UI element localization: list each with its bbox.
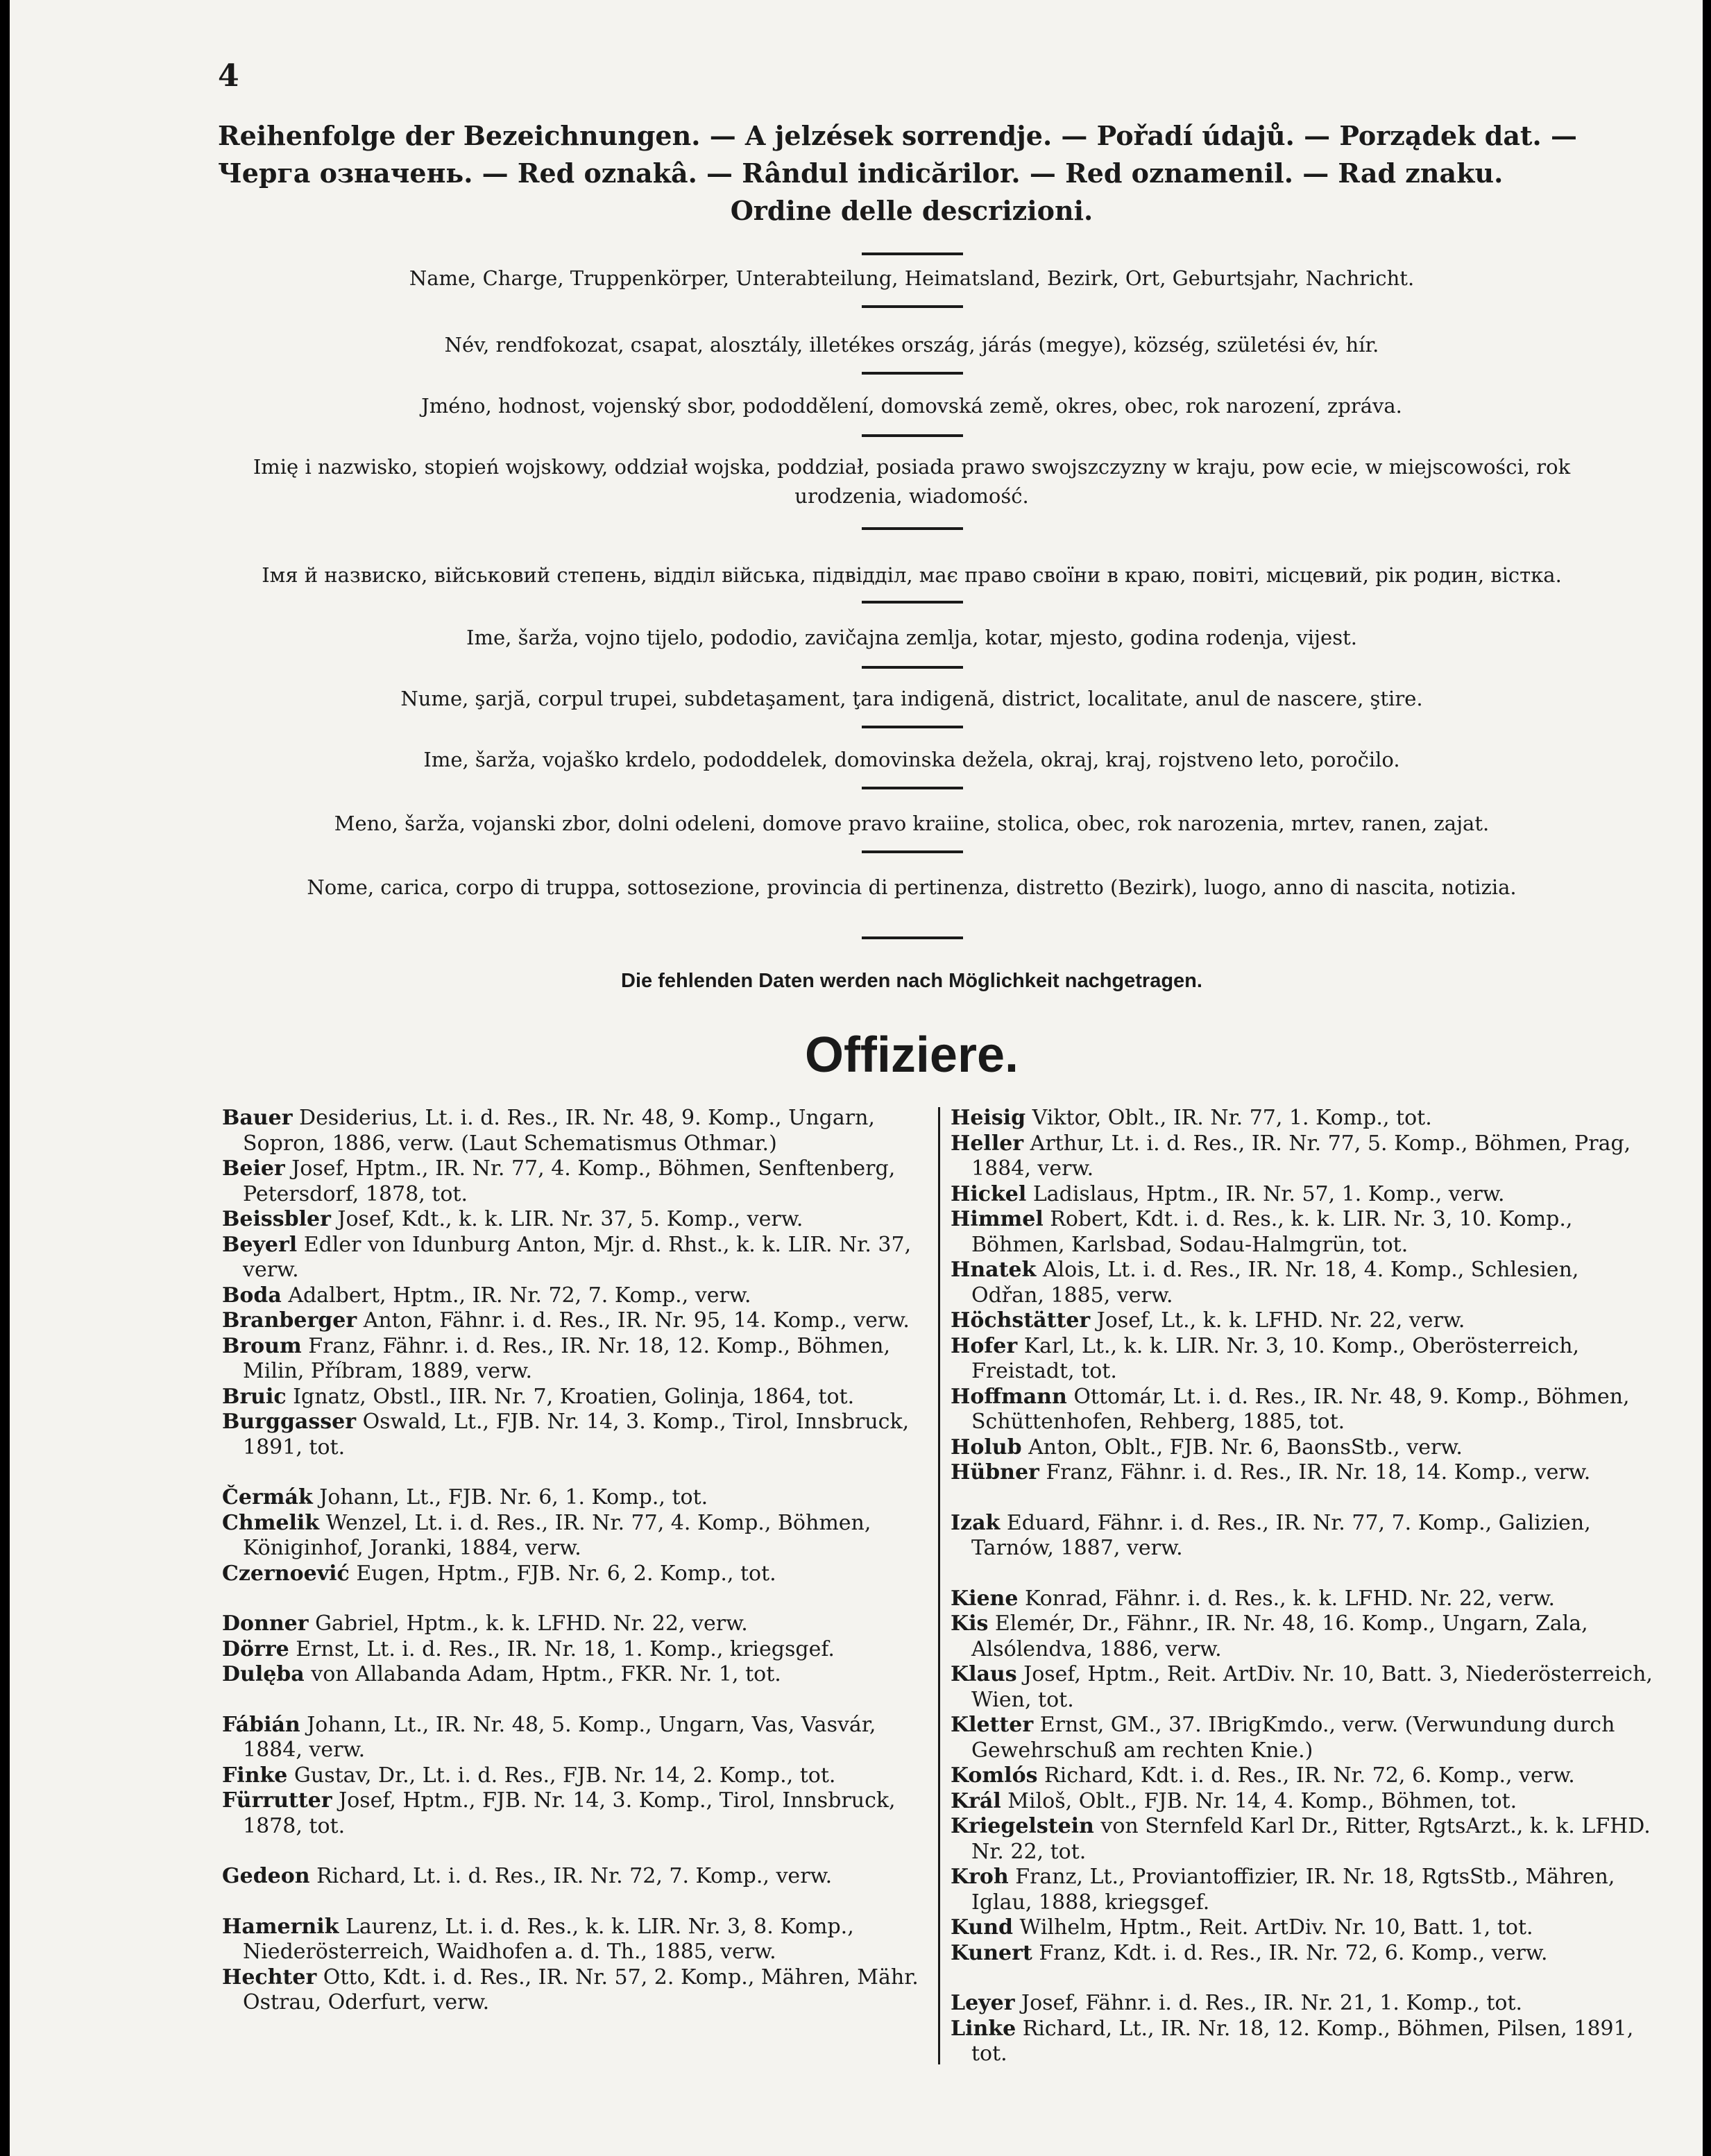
officer-details: Viktor, Oblt., IR. Nr. 77, 1. Komp., tot. — [1025, 1106, 1432, 1130]
entry-gap — [222, 1839, 924, 1864]
officer-surname: Kletter — [951, 1713, 1034, 1737]
officer-surname: Beyerl — [222, 1232, 298, 1257]
officer-surname: Boda — [222, 1283, 282, 1308]
missing-data-note: Die fehlenden Daten werden nach Möglichkeit nachgetragen. — [621, 970, 1202, 992]
officer-details: Ignatz, Obstl., IIR. Nr. 7, Kroatien, Golinja, 1864, tot. — [286, 1384, 855, 1409]
officer-surname: Hofer — [951, 1333, 1018, 1358]
officer-details: Miloš, Oblt., FJB. Nr. 14, 4. Komp., Böhmen, tot. — [1001, 1788, 1517, 1813]
officer-surname: Král — [951, 1788, 1001, 1813]
lang-hungarian: Név, rendfokozat, csapat, alosztály, illetékes ország, járás (megye), község, születési év, hír. — [444, 333, 1379, 357]
officer-surname: Himmel — [951, 1207, 1044, 1231]
separator — [862, 726, 963, 728]
officer-surname: Gedeon — [222, 1864, 310, 1888]
officer-surname: Kiene — [951, 1586, 1019, 1611]
officer-entry — [951, 1460, 1653, 1486]
officer-surname: Hoffmann — [951, 1384, 1067, 1409]
officer-entry — [222, 1611, 924, 1637]
officer-entry — [222, 1864, 924, 1890]
officer-surname: Branberger — [222, 1308, 357, 1333]
officer-entry — [222, 1334, 924, 1385]
officer-entry — [222, 1511, 924, 1562]
entries-left-column — [222, 1106, 924, 2016]
officer-surname: Heller — [951, 1131, 1024, 1156]
officer-details: Josef, Hptm., FJB. Nr. 14, 3. Komp., Tirol, Innsbruck, 1878, tot. — [243, 1788, 896, 1838]
officer-surname: Finke — [222, 1763, 288, 1788]
officer-details: Oswald, Lt., FJB. Nr. 14, 3. Komp., Tirol, Innsbruck, 1891, tot. — [243, 1410, 910, 1460]
officer-details: von Sternfeld Karl Dr., Ritter, RgtsArzt., k. k. LFHD. Nr. 22, tot. — [971, 1814, 1651, 1864]
officer-entry — [951, 1258, 1653, 1308]
officer-entry — [222, 1106, 924, 1156]
separator — [862, 936, 963, 939]
separator — [862, 434, 963, 437]
officer-details: Eduard, Fähnr. i. d. Res., IR. Nr. 77, 7. Komp., Galizien, Tarnów, 1887, verw. — [971, 1510, 1591, 1560]
entry-gap — [222, 1460, 924, 1485]
separator — [862, 372, 963, 375]
officer-entry — [951, 1308, 1653, 1334]
officer-entry — [222, 1713, 924, 1763]
officer-entry — [951, 1131, 1653, 1182]
officer-entry — [951, 1435, 1653, 1461]
officer-entry — [951, 1941, 1653, 1967]
officer-entry — [951, 1106, 1653, 1131]
officer-entry — [222, 1965, 924, 2016]
officer-details: Franz, Fähnr. i. d. Res., IR. Nr. 18, 14. Komp., verw. — [1039, 1460, 1591, 1485]
officer-entry — [222, 1156, 924, 1207]
officer-surname: Fürrutter — [222, 1788, 332, 1813]
lang-czech: Jméno, hodnost, vojenský sbor, pododdělení, domovská země, okres, obec, rok narození, zpráva. — [421, 394, 1402, 418]
officer-surname: Burggasser — [222, 1410, 357, 1434]
lang-german: Name, Charge, Truppenkörper, Unterabteilung, Heimatsland, Bezirk, Ort, Geburtsjahr, Nachricht. — [409, 266, 1415, 290]
heading-line-2: Черга означень. — Red oznakâ. — Rândul indicărilor. — Red oznamenil. — Rad znaku. — [218, 157, 1504, 189]
officer-details: Otto, Kdt. i. d. Res., IR. Nr. 57, 2. Komp., Mähren, Mähr. Ostrau, Oderfurt, verw. — [243, 1965, 919, 2014]
officer-entry — [951, 1713, 1653, 1763]
entry-gap — [951, 1562, 1653, 1586]
heading-line-3: Ordine delle descrizioni. — [730, 195, 1093, 226]
separator — [862, 253, 963, 255]
officer-surname: Kriegelstein — [951, 1814, 1094, 1838]
officer-details: Gustav, Dr., Lt. i. d. Res., FJB. Nr. 14, 2. Komp., tot. — [287, 1763, 836, 1788]
document-page — [10, 0, 1703, 2156]
officer-entry — [222, 1308, 924, 1334]
officer-details: Eugen, Hptm., FJB. Nr. 6, 2. Komp., tot. — [349, 1561, 776, 1586]
officer-details: Richard, Lt. i. d. Res., IR. Nr. 72, 7. Komp., verw. — [309, 1864, 833, 1888]
officer-surname: Kunert — [951, 1940, 1032, 1965]
officer-surname: Linke — [951, 2016, 1016, 2041]
officer-surname: Höchstätter — [951, 1308, 1091, 1333]
officer-entry — [222, 1562, 924, 1587]
officer-entry — [951, 1991, 1653, 2017]
officer-details: Laurenz, Lt. i. d. Res., k. k. LIR. Nr. 3, 8. Komp., Niederösterreich, Waidhofen a. d. Th., 1885, verw. — [243, 1914, 854, 1964]
officer-details: von Allabanda Adam, Hptm., FKR. Nr. 1, tot. — [304, 1662, 781, 1686]
officer-surname: Czernoević — [222, 1561, 350, 1586]
separator — [862, 787, 963, 789]
officer-entry — [222, 1385, 924, 1410]
officer-surname: Hübner — [951, 1460, 1039, 1485]
separator — [862, 527, 963, 530]
officer-entry — [951, 1865, 1653, 1915]
officer-details: Franz, Kdt. i. d. Res., IR. Nr. 72, 6. Komp., verw. — [1032, 1940, 1548, 1965]
officer-surname: Dörre — [222, 1636, 289, 1661]
officer-surname: Beissbler — [222, 1207, 331, 1231]
entries-right-column — [951, 1106, 1653, 2067]
entry-gap — [222, 1890, 924, 1915]
officer-entry — [951, 1334, 1653, 1385]
officer-details: Richard, Kdt. i. d. Res., IR. Nr. 72, 6. Komp., verw. — [1037, 1763, 1575, 1788]
officer-surname: Hechter — [222, 1965, 317, 1990]
officer-details: Robert, Kdt. i. d. Res., k. k. LIR. Nr. 3, 10. Komp., Böhmen, Karlsbad, Sodau-Halmgrün, tot. — [971, 1207, 1573, 1257]
officer-surname: Klaus — [951, 1662, 1017, 1686]
officer-details: Josef, Hptm., Reit. ArtDiv. Nr. 10, Batt. 3, Niederösterreich, Wien, tot. — [971, 1662, 1653, 1712]
officer-surname: Heisig — [951, 1106, 1026, 1130]
officer-surname: Kis — [951, 1611, 989, 1636]
separator — [862, 850, 963, 853]
section-title: Offiziere. — [804, 1027, 1019, 1083]
officer-details: Franz, Lt., Proviantoffizier, IR. Nr. 18, RgtsStb., Mähren, Iglau, 1888, kriegsgef. — [971, 1865, 1615, 1915]
officer-entry — [222, 1485, 924, 1511]
separator — [862, 666, 963, 669]
officer-details: Josef, Hptm., IR. Nr. 77, 4. Komp., Böhmen, Senftenberg, Petersdorf, 1878, tot. — [243, 1156, 896, 1206]
heading-line-1: Reihenfolge der Bezeichnungen. — A jelzések sorrendje. — Pořadí údajů. — Porządek dat. — — [218, 120, 1577, 151]
officer-details: Konrad, Fähnr. i. d. Res., k. k. LFHD. Nr. 22, verw. — [1018, 1586, 1555, 1611]
column-divider — [938, 1107, 940, 2064]
separator — [862, 601, 963, 604]
officer-details: Johann, Lt., IR. Nr. 48, 5. Komp., Ungarn, Vas, Vasvár, 1884, verw. — [243, 1712, 876, 1762]
lang-ruthenian: Імя й назвиско, військовий степень, відділ війська, підвідділ, має право своїни в краю, повіті, місцевий, рік родин, вістка. — [262, 563, 1562, 587]
officer-details: Ernst, GM., 37. IBrigKmdo., verw. (Verwundung durch Gewehrschuß am rechten Knie.) — [971, 1713, 1615, 1763]
officer-details: Johann, Lt., FJB. Nr. 6, 1. Komp., tot. — [312, 1485, 708, 1509]
officer-surname: Broum — [222, 1333, 302, 1358]
officer-entry — [222, 1915, 924, 1965]
officer-details: Richard, Lt., IR. Nr. 18, 12. Komp., Böhmen, Pilsen, 1891, tot. — [971, 2016, 1634, 2066]
officer-surname: Leyer — [951, 1991, 1015, 2015]
officer-entry — [222, 1410, 924, 1460]
officer-surname: Čermák — [222, 1485, 313, 1509]
officer-details: Adalbert, Hptm., IR. Nr. 72, 7. Komp., verw. — [281, 1283, 751, 1308]
officer-entry — [222, 1283, 924, 1309]
officer-details: Wilhelm, Hptm., Reit. ArtDiv. Nr. 10, Batt. 1, tot. — [1013, 1915, 1533, 1940]
officer-details: Karl, Lt., k. k. LIR. Nr. 3, 10. Komp., Oberösterreich, Freistadt, tot. — [971, 1333, 1580, 1383]
officer-details: Ladislaus, Hptm., IR. Nr. 57, 1. Komp., verw. — [1026, 1181, 1505, 1206]
officer-surname: Beier — [222, 1156, 285, 1181]
officer-entry — [951, 1511, 1653, 1562]
officer-details: Desiderius, Lt. i. d. Res., IR. Nr. 48, 9. Komp., Ungarn, Sopron, 1886, verw. (Laut Schematismus Othmar.) — [243, 1106, 875, 1156]
officer-entry — [951, 1182, 1653, 1208]
officer-surname: Hnatek — [951, 1258, 1037, 1282]
officer-details: Gabriel, Hptm., k. k. LFHD. Nr. 22, verw. — [308, 1611, 748, 1636]
entry-gap — [951, 1486, 1653, 1511]
entry-gap — [222, 1586, 924, 1611]
officer-surname: Hamernik — [222, 1914, 339, 1939]
officer-entry — [951, 1207, 1653, 1258]
officer-surname: Bauer — [222, 1106, 293, 1130]
officer-details: Ottomár, Lt. i. d. Res., IR. Nr. 48, 9. Komp., Böhmen, Schüttenhofen, Rehberg, 1885, tot. — [971, 1384, 1630, 1434]
officer-surname: Holub — [951, 1435, 1022, 1460]
lang-slovenian: Ime, šarža, vojaško krdelo, pododdelek, domovinska dežela, okraj, kraj, rojstveno leto, poročilo. — [423, 748, 1400, 771]
officer-entry — [222, 1788, 924, 1839]
officer-entry — [222, 1233, 924, 1283]
officer-entry — [222, 1662, 924, 1688]
lang-romanian: Nume, şarjă, corpul trupei, subdetaşament, ţara indigenă, district, localitate, anul de nascere, ştire. — [400, 687, 1423, 710]
officer-surname: Chmelik — [222, 1510, 320, 1535]
lang-slovak: Meno, šarža, vojanski zbor, dolni odeleni, domove pravo kraiine, stolica, obec, rok narozenia, mrtev, ranen, zajat. — [334, 812, 1490, 835]
officer-details: Ernst, Lt. i. d. Res., IR. Nr. 18, 1. Komp., kriegsgef. — [289, 1636, 835, 1661]
entry-gap — [222, 1688, 924, 1713]
officer-details: Josef, Fähnr. i. d. Res., IR. Nr. 21, 1. Komp., tot. — [1014, 1991, 1523, 2015]
separator — [862, 305, 963, 308]
officer-surname: Izak — [951, 1510, 1001, 1535]
officer-details: Anton, Oblt., FJB. Nr. 6, BaonsStb., verw. — [1021, 1435, 1463, 1460]
officer-details: Arthur, Lt. i. d. Res., IR. Nr. 77, 5. Komp., Böhmen, Prag, 1884, verw. — [971, 1131, 1631, 1181]
officer-details: Wenzel, Lt. i. d. Res., IR. Nr. 77, 4. Komp., Böhmen, Königinhof, Joranki, 1884, verw. — [243, 1510, 871, 1560]
officer-details: Edler von Idunburg Anton, Mjr. d. Rhst., k. k. LIR. Nr. 37, verw. — [243, 1232, 912, 1282]
officer-surname: Kroh — [951, 1865, 1009, 1889]
officer-details: Elemér, Dr., Fähnr., IR. Nr. 48, 16. Komp., Ungarn, Zala, Alsólendva, 1886, verw. — [971, 1611, 1588, 1661]
officer-entry — [222, 1763, 924, 1789]
officer-surname: Donner — [222, 1611, 309, 1636]
lang-italian: Nome, carica, corpo di truppa, sottosezione, provincia di pertinenza, distretto (Bezirk), luogo, anno di nascita, notizia. — [307, 875, 1517, 899]
entry-gap — [951, 1966, 1653, 1991]
officer-details: Alois, Lt. i. d. Res., IR. Nr. 18, 4. Komp., Schlesien, Odřan, 1885, verw. — [971, 1258, 1579, 1308]
officer-surname: Hickel — [951, 1181, 1027, 1206]
lang-polish: Imię i nazwisko, stopień wojskowy, oddział wojska, poddział, posiada prawo swojszczyzny w kraju, pow ecie, w miejscowości, rok urodzenia, wiadomość. — [253, 455, 1571, 508]
officer-entry — [222, 1207, 924, 1233]
officer-details: Josef, Lt., k. k. LFHD. Nr. 22, verw. — [1090, 1308, 1465, 1333]
officer-entry — [951, 1611, 1653, 1662]
officer-entry — [951, 1915, 1653, 1941]
officer-surname: Dulęba — [222, 1662, 305, 1686]
officer-entry — [951, 1385, 1653, 1435]
officer-surname: Fábián — [222, 1712, 300, 1737]
officer-details: Anton, Fähnr. i. d. Res., IR. Nr. 95, 14. Komp., verw. — [357, 1308, 910, 1333]
page-number: 4 — [218, 58, 239, 94]
officer-entry — [951, 1586, 1653, 1612]
officer-entry — [951, 1814, 1653, 1865]
officer-details: Josef, Kdt., k. k. LIR. Nr. 37, 5. Komp., verw. — [330, 1207, 803, 1231]
officer-surname: Komlós — [951, 1763, 1038, 1788]
officer-entry — [222, 1637, 924, 1663]
officer-entry — [951, 1662, 1653, 1713]
officer-entry — [951, 1763, 1653, 1789]
officer-surname: Kund — [951, 1915, 1014, 1940]
lang-croatian: Ime, šarža, vojno tijelo, pododio, zavičajna zemlja, kotar, mjesto, godina rodenja, vijest. — [466, 626, 1357, 649]
officer-surname: Bruic — [222, 1384, 287, 1409]
officer-entry — [951, 1789, 1653, 1815]
officer-details: Franz, Fähnr. i. d. Res., IR. Nr. 18, 12. Komp., Böhmen, Milin, Příbram, 1889, verw. — [243, 1333, 891, 1383]
officer-entry — [951, 2017, 1653, 2067]
